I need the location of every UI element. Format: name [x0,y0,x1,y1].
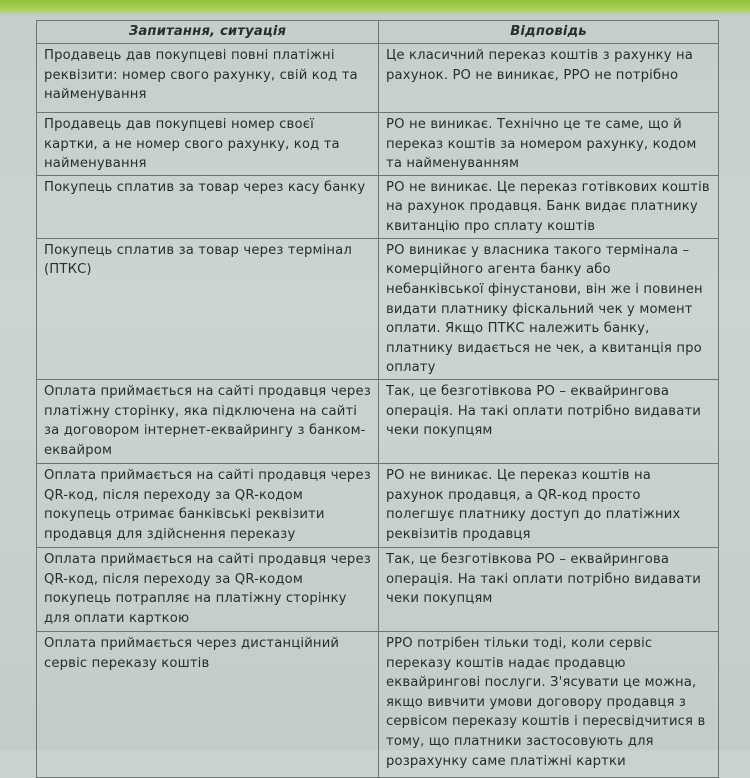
table-row [37,379,719,463]
table-header-row [37,21,719,44]
table-row [37,175,719,238]
table-row [37,238,719,379]
table-row [37,113,719,176]
question-cell: Продавець дав покупцеві номер своєї картки, а не номер свого рахунку, код та найменування [37,113,379,176]
header-question: Запитання, ситуація [37,21,379,44]
qa-table [36,20,719,778]
table-row [37,547,719,631]
answer-cell: РО виникає у власника такого термінала – комерційного агента банку або небанківської фінустанови, він же і повинен видати платнику фіскальний чек у момент оплати. Якщо ПТКС належить банку, платнику видається не чек, а квитанція про оплату [379,238,719,379]
question-cell: Продавець дав покупцеві повні платіжні реквізити: номер свого рахунку, свій код та найменування [37,44,379,113]
answer-cell: РО не виникає. Це переказ готівкових коштів на рахунок продавця. Банк видає платнику квитанцію про сплату коштів [379,175,719,238]
table-row [37,631,719,777]
answer-cell: РРО потрібен тільки тоді, коли сервіс переказу коштів надає продавцю еквайрингові послуги. З'ясувати це можна, якщо вивчити умови договору продавця з сервісом переказу коштів і пересвідчитися в тому, що платники застосовують для розрахунку саме платіжні картки [379,631,719,777]
answer-cell: Так, це безготівкова РО – еквайрингова операція. На такі оплати потрібно видавати чеки покупцям [379,547,719,631]
table-row [37,463,719,547]
question-cell: Оплата приймається на сайті продавця через платіжну сторінку, яка підключена на сайті за договором інтернет-еквайрингу з банком-еквайром [37,379,379,463]
question-cell: Покупець сплатив за товар через касу банку [37,175,379,238]
question-cell: Оплата приймається на сайті продавця через QR-код, після переходу за QR-кодом покупець потрапляє на платіжну сторінку для оплати карткою [37,547,379,631]
question-cell: Оплата приймається через дистанційний сервіс переказу коштів [37,631,379,777]
question-cell: Покупець сплатив за товар через термінал (ПТКС) [37,238,379,379]
answer-cell: РО не виникає. Технічно це те саме, що й переказ коштів за номером рахунку, кодом та найменуванням [379,113,719,176]
header-answer: Відповідь [379,21,719,44]
green-header-strip [0,0,750,16]
table-row [37,44,719,113]
answer-cell: Так, це безготівкова РО – еквайрингова операція. На такі оплати потрібно видавати чеки покупцям [379,379,719,463]
answer-cell: РО не виникає. Це переказ коштів на рахунок продавця, а QR-код просто полегшує платнику доступ до платіжних реквізитів продавця [379,463,719,547]
answer-cell: Це класичний переказ коштів з рахунку на рахунок. РО не виникає, РРО не потрібно [379,44,719,113]
question-cell: Оплата приймається на сайті продавця через QR-код, після переходу за QR-кодом покупець отримає банківські реквізити продавця для здійснення переказу [37,463,379,547]
